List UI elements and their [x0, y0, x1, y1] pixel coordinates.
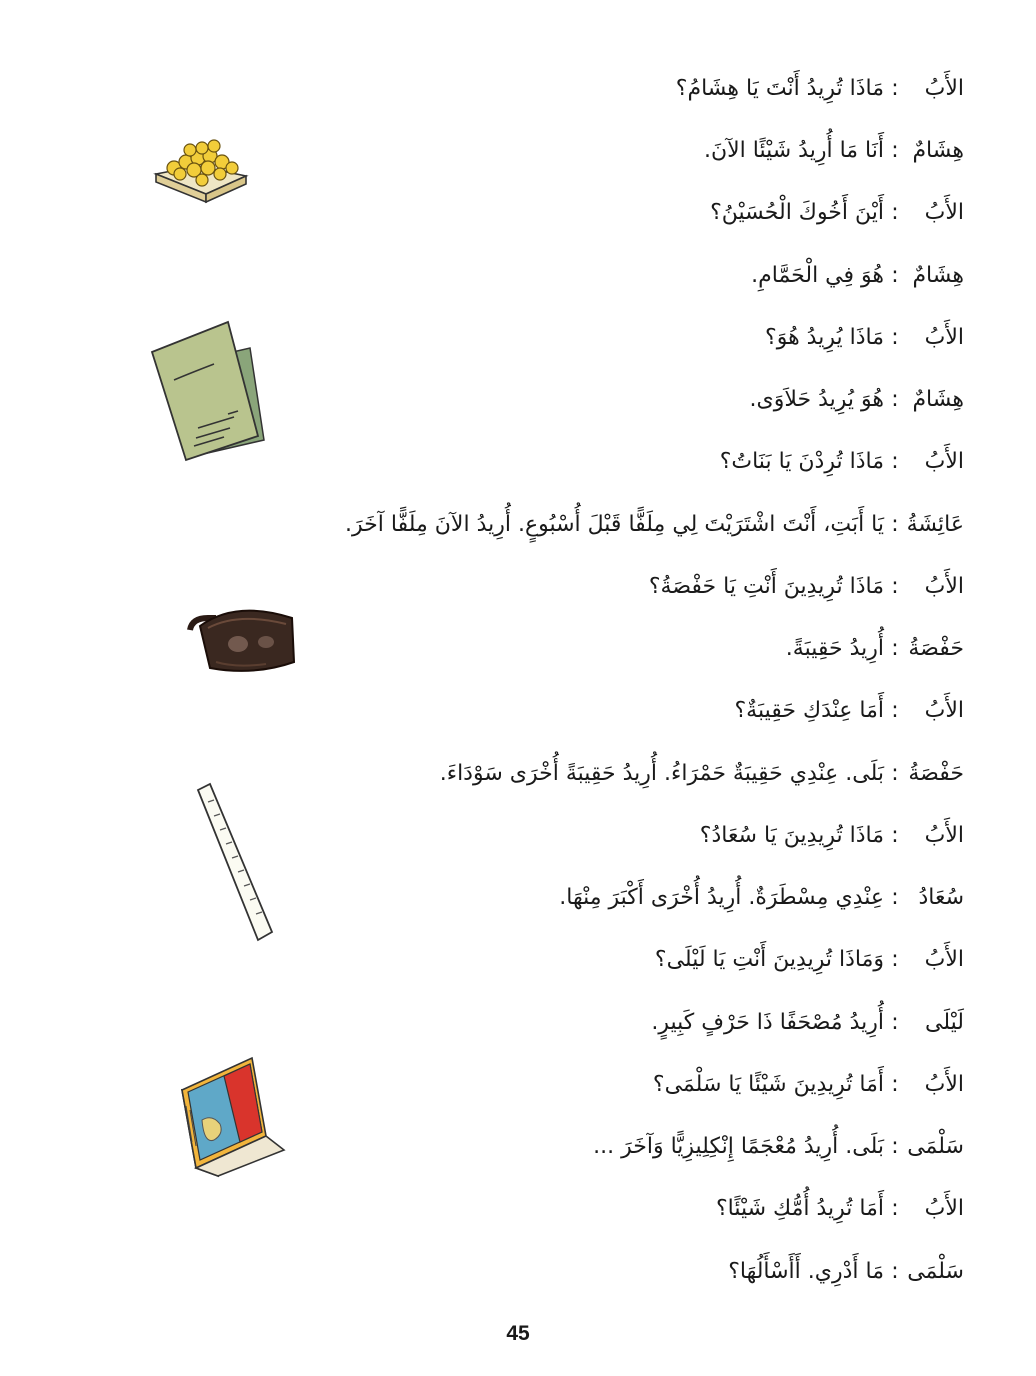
speaker-name: لَيْلَى [925, 1010, 964, 1035]
speaker-name: سَلْمَى [907, 1259, 964, 1284]
dialogue-line [593, 1120, 964, 1174]
black-bag-illustration [186, 604, 298, 676]
colon: : [891, 138, 899, 163]
line-text: هُوَ يُرِيدُ حَلاَوَى. [749, 387, 884, 412]
line-text: مَاذَا تُرِيدِينَ يَا سُعَادُ؟ [699, 823, 884, 848]
colon: : [891, 76, 899, 101]
dialogue-line [345, 498, 964, 552]
colon: : [891, 1010, 899, 1035]
colon: : [891, 263, 899, 288]
dialogue-line [649, 560, 964, 614]
colon: : [891, 885, 899, 910]
speaker-name: الأَبُ [924, 1072, 964, 1097]
colon: : [891, 200, 899, 225]
speaker-name: سَلْمَى [907, 1134, 964, 1159]
speaker-name: حَفْصَةُ [908, 761, 964, 786]
page-number: 45 [506, 1322, 530, 1345]
line-text: عِنْدِي مِسْطَرَةٌ. أُرِيدُ أُخْرَى أَكْبَرَ مِنْهَا. [559, 885, 884, 910]
dialogue-line [734, 684, 964, 738]
speaker-name: سُعَادُ [918, 885, 964, 910]
line-text: يَا أَبَتِ، أَنْتَ اشْتَرَيْتَ لِي مِلَفًّا قَبْلَ أُسْبُوعٍ. أُرِيدُ الآنَ مِلَفًّا آخَرَ. [345, 512, 884, 537]
dialogue-line [655, 933, 964, 987]
line-text: أَمَا عِنْدَكِ حَقِيبَةٌ؟ [734, 698, 884, 723]
speaker-name: الأَبُ [924, 698, 964, 723]
line-text: مَاذَا تُرِيدِينَ أَنْتِ يَا حَفْصَةُ؟ [648, 574, 884, 599]
halwa-sweets-illustration [150, 128, 250, 204]
dialogue-line [765, 311, 964, 365]
dialogue-line [751, 249, 964, 303]
line-text: أَيْنَ أَخُوكَ الْحُسَيْنُ؟ [710, 200, 884, 225]
speaker-name: هِشَامٌ [912, 138, 964, 163]
colon: : [891, 947, 899, 972]
speaker-name: عَائِشَةُ [906, 512, 964, 537]
green-file-folder-illustration [146, 318, 266, 468]
speaker-name: هِشَامٌ [912, 263, 964, 288]
line-text: أُرِيدُ مُصْحَفًا ذَا حَرْفٍ كَبِيرٍ. [651, 1010, 884, 1035]
dialogue-line [720, 435, 964, 489]
dictionary-book-illustration [166, 1050, 300, 1180]
ruler-illustration [192, 782, 276, 946]
line-text: مَاذَا تُرِدْنَ يَا بَنَاتُ؟ [719, 449, 884, 474]
dialogue-line [704, 124, 964, 178]
colon: : [891, 1134, 899, 1159]
speaker-name: الأَبُ [924, 449, 964, 474]
line-text: مَاذَا يُرِيدُ هُوَ؟ [765, 325, 884, 350]
line-text: مَا أَدْرِي. أَأَسْأَلُهَا؟ [728, 1259, 884, 1284]
speaker-name: الأَبُ [924, 574, 964, 599]
line-text: أَنَا مَا أُرِيدُ شَيْئًا الآنَ. [703, 138, 884, 163]
speaker-name: الأَبُ [924, 76, 964, 101]
speaker-name: الأَبُ [924, 823, 964, 848]
speaker-name: حَفْصَةُ [908, 636, 964, 661]
colon: : [891, 574, 899, 599]
dialogue-line [750, 373, 964, 427]
colon: : [891, 325, 899, 350]
dialogue-line [728, 1245, 964, 1299]
line-text: بَلَى. عِنْدِي حَقِيبَةٌ حَمْرَاءُ. أُرِيدُ حَقِيبَةً أُخْرَى سَوْدَاءَ. [439, 761, 884, 786]
dialogue-line [700, 809, 964, 863]
speaker-name: هِشَامٌ [912, 387, 964, 412]
speaker-name: الأَبُ [924, 200, 964, 225]
line-text: أَمَا تُرِيدِينَ شَيْئًا يَا سَلْمَى؟ [652, 1072, 884, 1097]
colon: : [891, 761, 899, 786]
colon: : [891, 823, 899, 848]
speaker-name: الأَبُ [924, 325, 964, 350]
colon: : [891, 1072, 899, 1097]
colon: : [891, 1196, 899, 1221]
colon: : [891, 1259, 899, 1284]
speaker-name: الأَبُ [924, 1196, 964, 1221]
line-text: هُوَ فِي الْحَمَّامِ. [751, 263, 884, 288]
dialogue-line [653, 1058, 964, 1112]
speaker-name: الأَبُ [924, 947, 964, 972]
line-text: وَمَاذَا تُرِيدِينَ أَنْتِ يَا لَيْلَى؟ [654, 947, 884, 972]
dialogue-line [651, 996, 964, 1050]
dialogue-line [716, 1182, 964, 1236]
colon: : [891, 636, 899, 661]
dialogue-line [710, 186, 964, 240]
dialogue-line [559, 871, 964, 925]
dialogue-line [440, 747, 964, 801]
line-text: أَمَا تُرِيدُ أُمُّكِ شَيْئًا؟ [715, 1196, 884, 1221]
colon: : [891, 512, 899, 537]
line-text: مَاذَا تُرِيدُ أَنْتَ يَا هِشَامُ؟ [675, 76, 884, 101]
dialogue-line [786, 622, 964, 676]
colon: : [891, 698, 899, 723]
colon: : [891, 387, 899, 412]
line-text: بَلَى. أُرِيدُ مُعْجَمًا إِنْكِلِيزِيًّا وَآخَرَ ... [593, 1134, 884, 1159]
colon: : [891, 449, 899, 474]
dialogue-line [676, 62, 964, 116]
line-text: أُرِيدُ حَقِيبَةً. [785, 636, 884, 661]
